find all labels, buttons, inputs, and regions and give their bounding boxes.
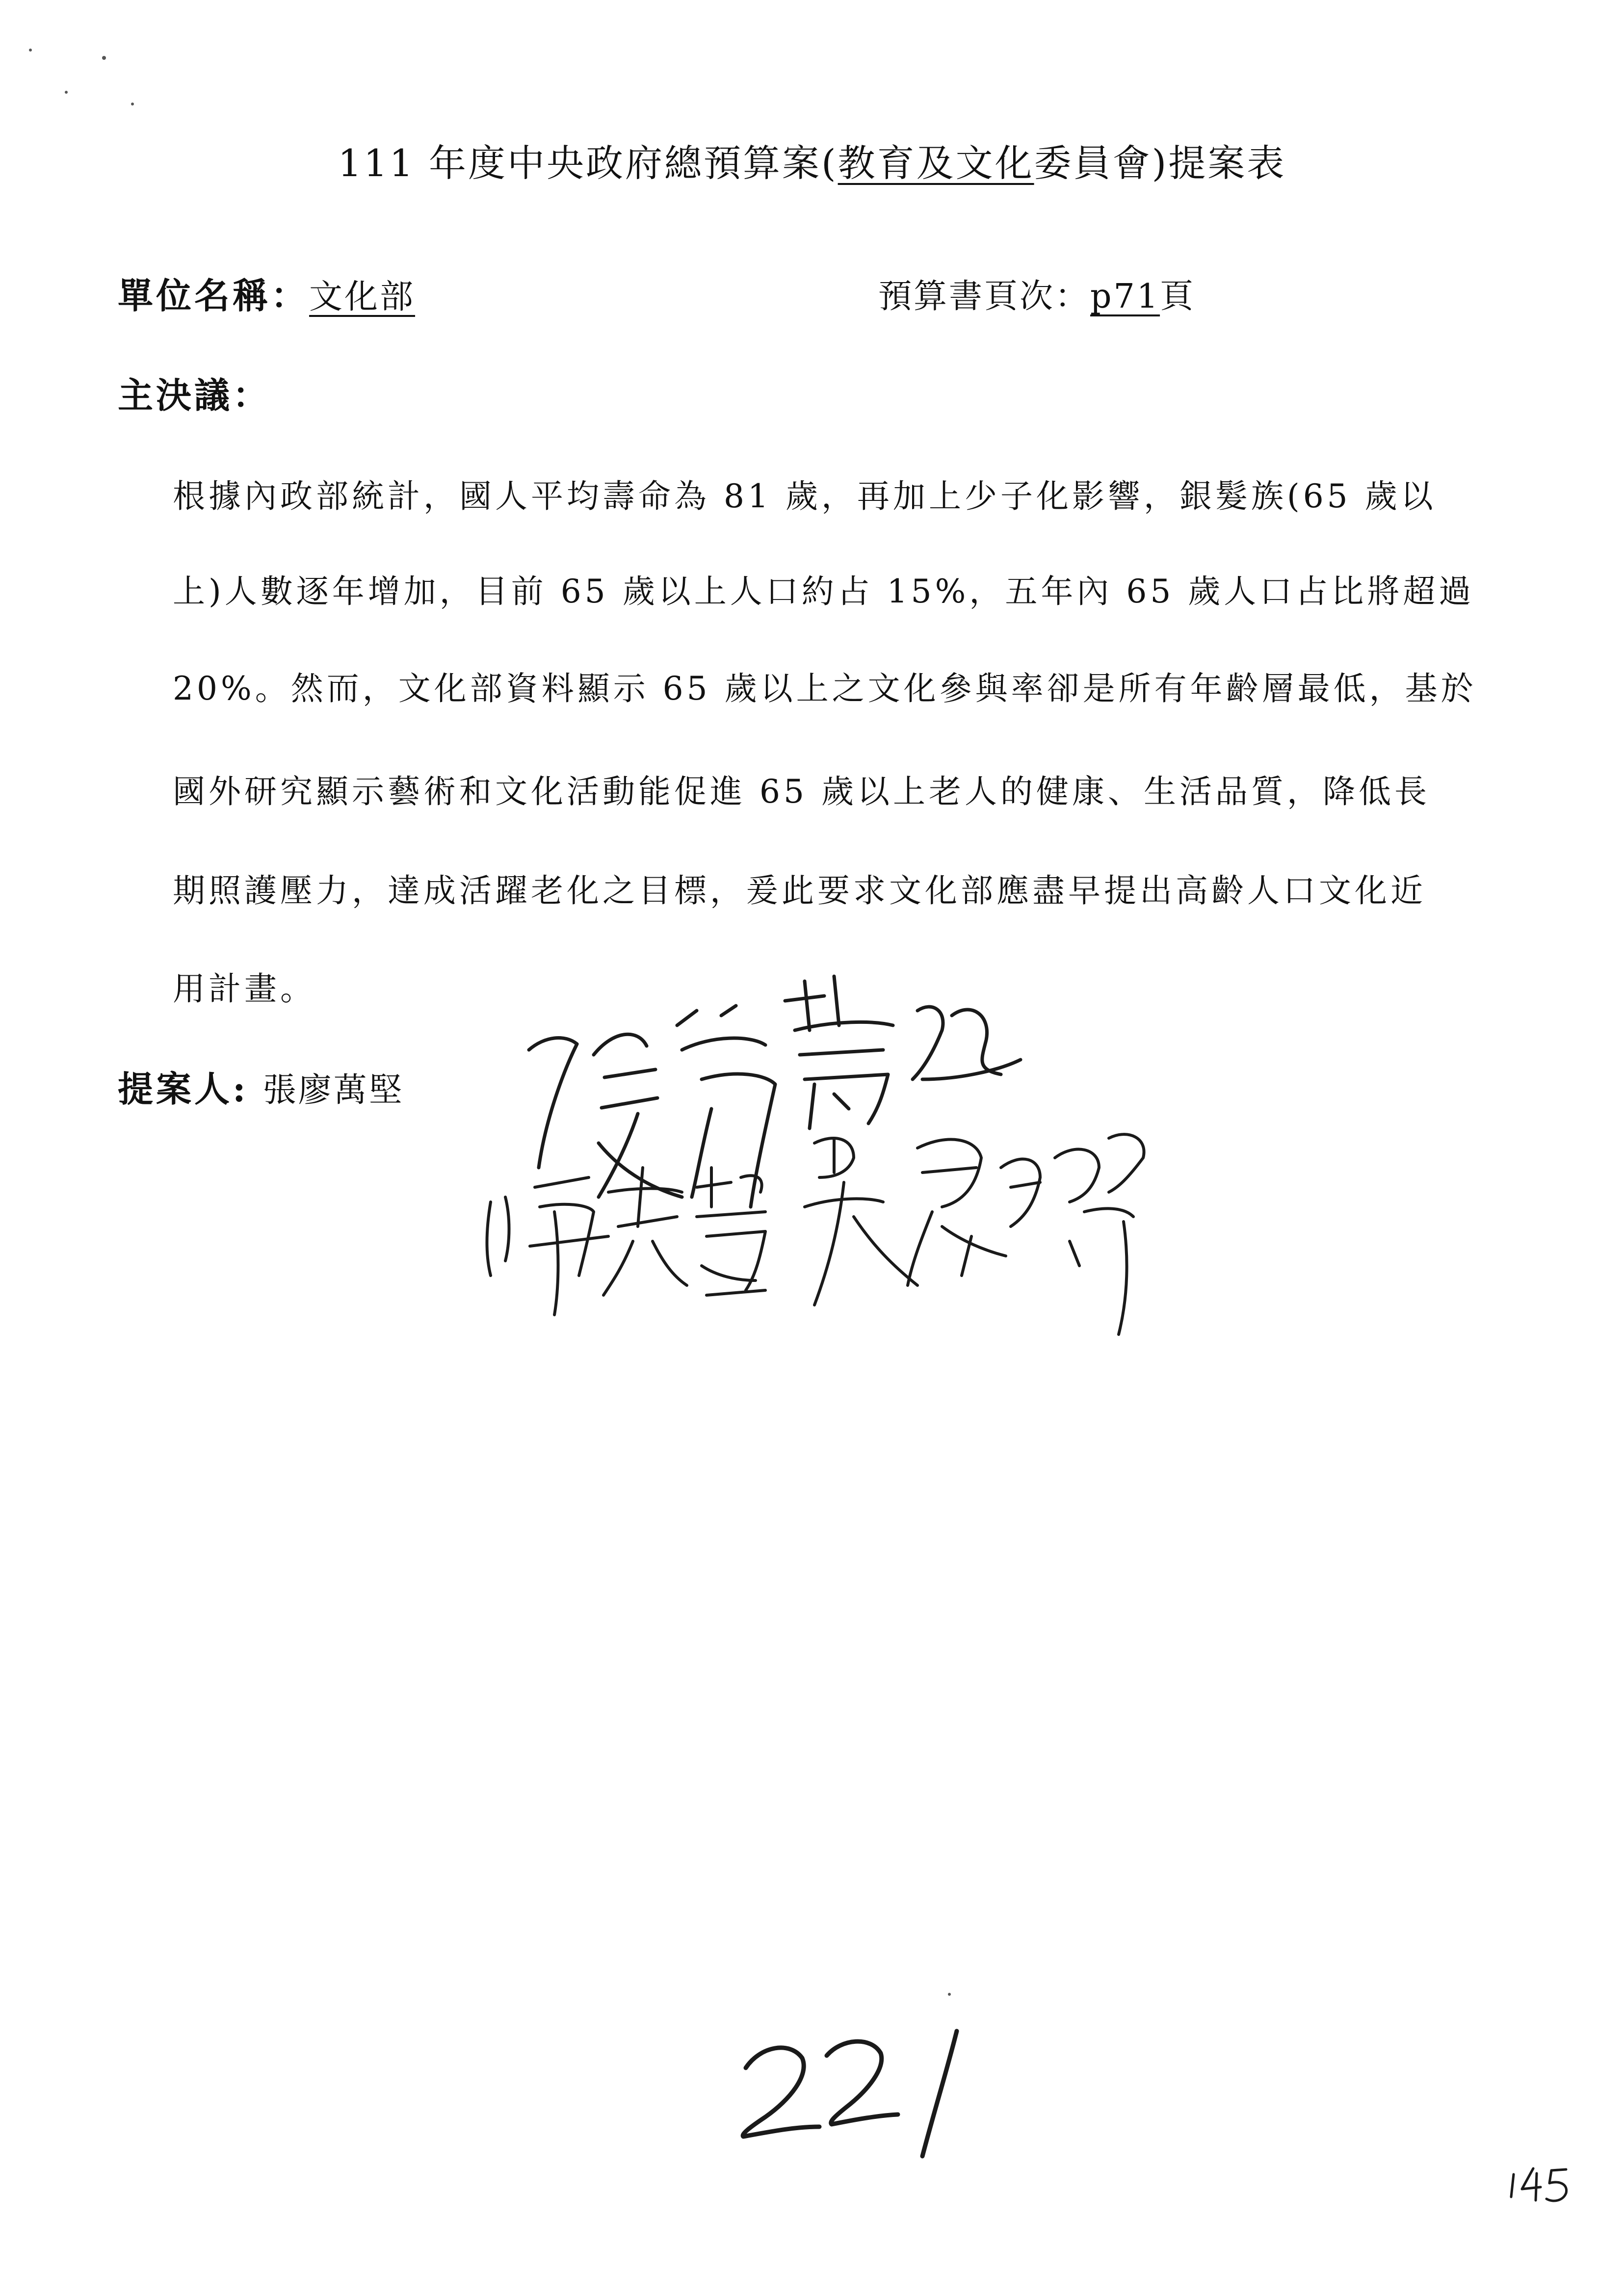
- resolution-line-5: 期照護壓力，達成活躍老化之目標，爰此要求文化部應盡早提出高齡人口文化近: [173, 872, 1426, 910]
- resolution-label: 主決議：: [118, 374, 271, 416]
- corner-number-handwritten: [1511, 2168, 1567, 2201]
- unit-label: 單位名稱：: [118, 275, 310, 316]
- resolution-line-2: 上)人數逐年增加，目前 65 歲以上人口約占 15%，五年內 65 歲人口占比將超過: [173, 573, 1475, 610]
- title-prefix: 111 年度中央政府總預算案(: [338, 141, 838, 185]
- resolution-line-1: 根據內政部統計，國人平均壽命為 81 歲，再加上少子化影響，銀髮族(65 歲以: [173, 477, 1437, 515]
- budget-page-suffix: 頁: [1160, 277, 1196, 316]
- resolution-line-3: 20%。然而，文化部資料顯示 65 歲以上之文化參與率卻是所有年齡層最低，基於: [173, 670, 1477, 707]
- resolution-line-6: 用計畫。: [173, 970, 316, 1008]
- proposer-name: 張廖萬堅: [262, 1071, 404, 1110]
- resolution-line-4: 國外研究顯示藝術和文化活動能促進 65 歲以上老人的健康、生活品質，降低長: [173, 773, 1430, 810]
- budget-page-label: 預算書頁次：: [878, 277, 1091, 316]
- scan-specks: [29, 49, 951, 1996]
- signature-3: [805, 1134, 1144, 1334]
- title-committee: 教育及文化: [838, 141, 1034, 185]
- page-number-handwritten: [743, 2031, 957, 2156]
- signature-1: [529, 976, 1021, 1207]
- signature-2: [487, 1168, 766, 1315]
- unit-value: 文化部: [309, 278, 416, 316]
- proposer-label: 提案人:: [118, 1068, 249, 1110]
- budget-page-value: p71: [1090, 277, 1160, 316]
- title-suffix: )提案表: [1152, 141, 1286, 185]
- title-middle: 委員會: [1034, 141, 1152, 185]
